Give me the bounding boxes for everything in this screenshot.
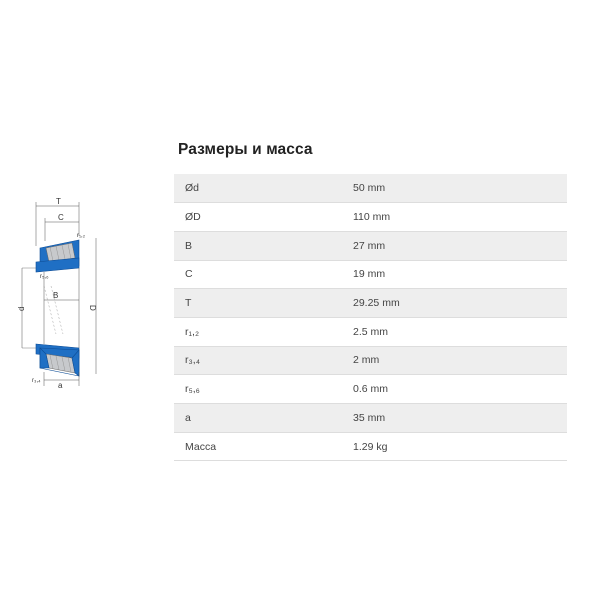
param-name: r₃,₄ [174,346,353,375]
bearing-diagram [16,196,112,392]
label-a: a [58,381,63,390]
param-name: ØD [174,203,353,232]
label-c: C [58,213,64,222]
param-value: 19 mm [353,260,567,289]
table-row [174,432,567,461]
param-name: Ød [174,174,353,203]
table-row [174,231,567,260]
param-value: 2 mm [353,346,567,375]
param-value: 27 mm [353,231,567,260]
dimensions-table [174,174,567,461]
table-row [174,260,567,289]
table-row [174,203,567,232]
param-name: a [174,404,353,433]
label-b: B [53,291,59,300]
table-row [174,375,567,404]
table-row [174,317,567,346]
table-row [174,346,567,375]
bearing-cross-section-drawing [16,196,112,392]
param-name: r₁,₂ [174,317,353,346]
label-d: d [17,306,26,311]
param-value: 0.6 mm [353,375,567,404]
param-value: 29.25 mm [353,289,567,318]
label-big-d: D [88,305,97,311]
param-name: T [174,289,353,318]
section-title: Размеры и масса [178,141,313,158]
label-r34: r₃,₄ [32,378,41,384]
param-value: 35 mm [353,404,567,433]
label-t: T [56,197,61,206]
param-value: 110 mm [353,203,567,232]
param-value: 2.5 mm [353,317,567,346]
table-row [174,289,567,318]
label-r12: r₁,₂ [77,233,86,239]
param-name: r₅,₆ [174,375,353,404]
param-name: Масса [174,432,353,461]
param-value: 50 mm [353,174,567,203]
table-row [174,404,567,433]
param-value: 1.29 kg [353,432,567,461]
label-r56: r₅,₆ [40,274,49,280]
param-name: B [174,231,353,260]
table-row [174,174,567,203]
param-name: C [174,260,353,289]
